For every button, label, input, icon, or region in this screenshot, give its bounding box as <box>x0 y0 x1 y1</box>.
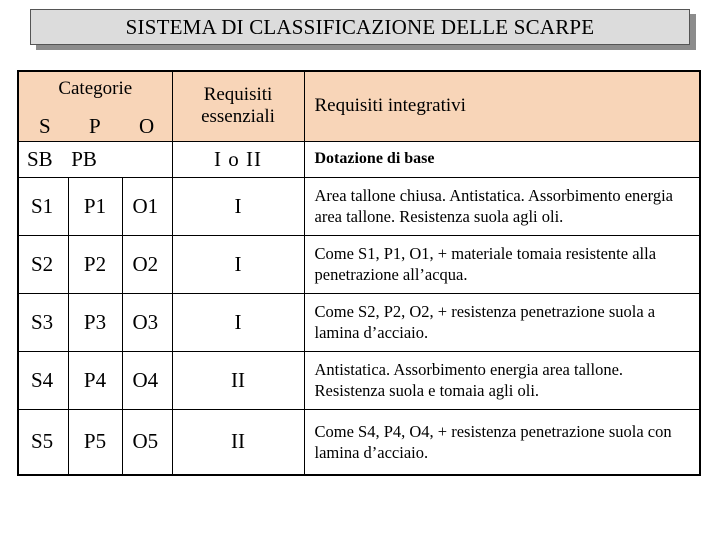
categorie-label: Categorie <box>58 78 133 99</box>
col-o-label: O <box>139 114 155 138</box>
essenziali-line1: Requisiti <box>203 84 273 106</box>
p-code: P1 <box>68 177 122 235</box>
requisito: II <box>172 351 304 409</box>
s-code: S5 <box>18 409 68 475</box>
requisiti-essenziali-header <box>172 71 304 141</box>
col-s-label: S <box>39 114 51 138</box>
col-p-label: P <box>89 114 101 138</box>
requisito: I <box>172 293 304 351</box>
requisito: I <box>172 235 304 293</box>
s-code: S3 <box>18 293 68 351</box>
table-row <box>18 235 700 293</box>
sb-label: SB <box>27 146 53 171</box>
essenziali-line2: essenziali <box>201 106 275 128</box>
description: Area tallone chiusa. Antistatica. Assorbimento energia area tallone. Resistenza suola agli oli. <box>304 177 700 235</box>
s-code: S1 <box>18 177 68 235</box>
table-row <box>18 293 700 351</box>
description: Come S4, P4, O4, + resistenza penetrazione suola con lamina d’acciaio. <box>304 409 700 475</box>
table-row <box>18 409 700 475</box>
p-code: P3 <box>68 293 122 351</box>
dotazione-di-base: Dotazione di base <box>304 141 700 177</box>
page-title: SISTEMA DI CLASSIFICAZIONE DELLE SCARPE <box>30 9 690 45</box>
header-row <box>18 71 700 141</box>
o-code: O5 <box>122 409 172 475</box>
requisito: II <box>172 409 304 475</box>
o-code: O3 <box>122 293 172 351</box>
table-row <box>18 351 700 409</box>
requisiti-integrativi-header: Requisiti integrativi <box>304 71 700 141</box>
o-code: O2 <box>122 235 172 293</box>
pb-label: PB <box>71 146 97 171</box>
table-row <box>18 177 700 235</box>
description: Antistatica. Assorbimento energia area tallone. Resistenza suola e tomaia agli oli. <box>304 351 700 409</box>
requisito: I <box>172 177 304 235</box>
sb-pb-cell <box>18 141 172 177</box>
description: Come S1, P1, O1, + materiale tomaia resistente alla penetrazione all’acqua. <box>304 235 700 293</box>
p-code: P2 <box>68 235 122 293</box>
o-code: O4 <box>122 351 172 409</box>
description: Come S2, P2, O2, + resistenza penetrazione suola a lamina d’acciaio. <box>304 293 700 351</box>
categorie-header <box>18 71 172 141</box>
p-code: P4 <box>68 351 122 409</box>
classification-table <box>17 70 701 476</box>
o-code: O1 <box>122 177 172 235</box>
subheader-row <box>18 141 700 177</box>
s-code: S2 <box>18 235 68 293</box>
p-code: P5 <box>68 409 122 475</box>
req-i-o-ii: I o II <box>172 141 304 177</box>
s-code: S4 <box>18 351 68 409</box>
